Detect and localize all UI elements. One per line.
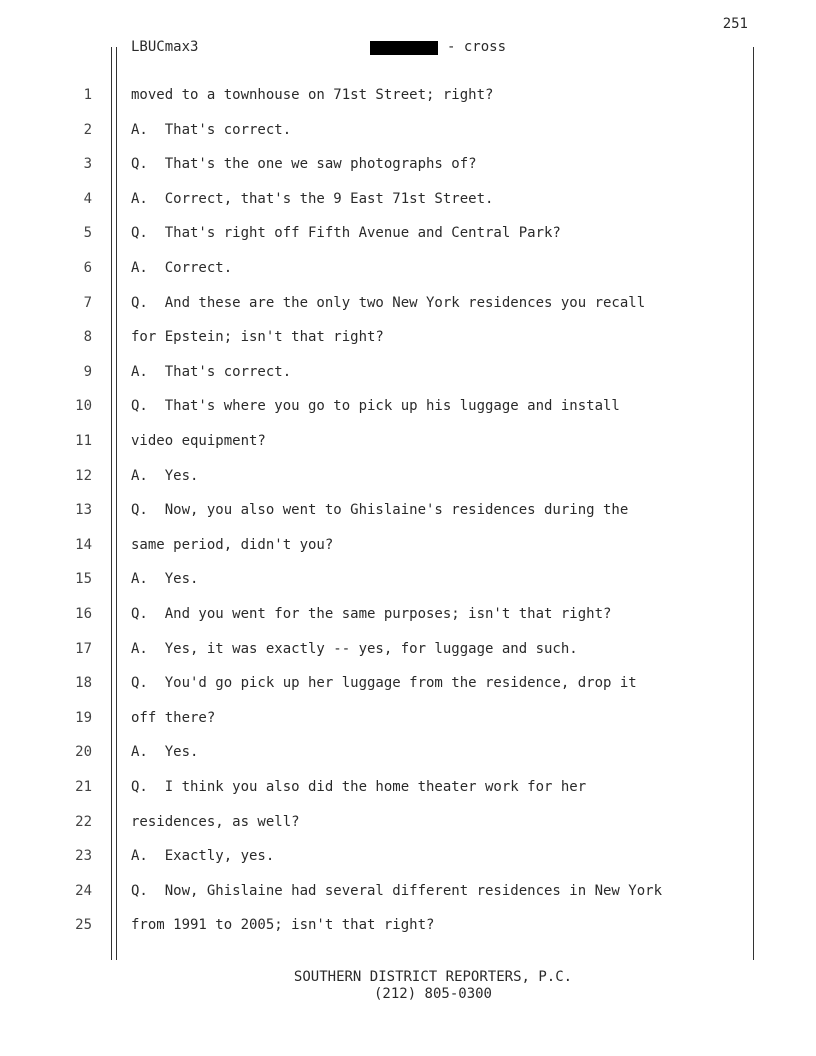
line-text: from 1991 to 2005; isn't that right? bbox=[131, 917, 435, 934]
header-case-code: LBUCmax3 bbox=[131, 39, 199, 55]
transcript-line bbox=[0, 362, 816, 382]
line-text: off there? bbox=[131, 709, 216, 726]
transcript-line bbox=[0, 223, 816, 243]
footer bbox=[0, 969, 816, 1003]
line-number: 19 bbox=[75, 709, 92, 726]
line-text: Q. Now, Ghislaine had several different residences in New York bbox=[131, 882, 663, 899]
line-text: A. That's correct. bbox=[131, 363, 292, 380]
line-number: 14 bbox=[75, 536, 92, 553]
line-text: A. Correct. bbox=[131, 260, 233, 276]
line-text: A. Yes. bbox=[131, 571, 199, 588]
transcript-line bbox=[0, 708, 816, 728]
page-number: 251 bbox=[722, 16, 748, 32]
line-number: 25 bbox=[75, 917, 92, 934]
line-number: 21 bbox=[75, 779, 92, 795]
line-text: A. Exactly, yes. bbox=[131, 848, 275, 865]
line-number: 1 bbox=[83, 87, 92, 103]
transcript-line bbox=[0, 569, 816, 589]
transcript-line bbox=[0, 293, 816, 313]
transcript-line bbox=[0, 154, 816, 174]
line-text: Q. And these are the only two New York residences you recall bbox=[131, 294, 646, 311]
line-number: 3 bbox=[83, 156, 92, 173]
header-examination-type: - cross bbox=[447, 39, 507, 55]
line-number: 20 bbox=[75, 744, 92, 761]
transcript-line bbox=[0, 120, 816, 140]
transcript-line bbox=[0, 535, 816, 555]
line-text: A. That's correct. bbox=[131, 121, 292, 138]
transcript-line bbox=[0, 881, 816, 901]
transcript-line bbox=[0, 915, 816, 935]
line-text: video equipment? bbox=[131, 433, 266, 449]
line-number: 5 bbox=[83, 225, 92, 242]
redaction-bar bbox=[370, 41, 438, 55]
line-text: Q. That's right off Fifth Avenue and Central Park? bbox=[131, 225, 561, 242]
transcript-line bbox=[0, 85, 816, 105]
line-number: 23 bbox=[75, 848, 92, 865]
transcript-line bbox=[0, 777, 816, 797]
line-number: 17 bbox=[75, 640, 92, 657]
transcript-line bbox=[0, 500, 816, 520]
line-text: Q. Now, you also went to Ghislaine's residences during the bbox=[131, 502, 629, 519]
line-text: Q. I think you also did the home theater work for her bbox=[131, 779, 587, 795]
line-text: same period, didn't you? bbox=[131, 536, 334, 553]
line-number: 12 bbox=[75, 467, 92, 484]
transcript-line bbox=[0, 327, 816, 347]
line-number: 10 bbox=[75, 398, 92, 415]
transcript-line bbox=[0, 466, 816, 486]
footer-phone: (212) 805-0300 bbox=[373, 986, 492, 1002]
line-text: A. Yes. bbox=[131, 467, 199, 484]
transcript-line bbox=[0, 846, 816, 866]
transcript-line bbox=[0, 639, 816, 659]
line-number: 11 bbox=[75, 433, 92, 449]
line-number: 9 bbox=[83, 363, 92, 380]
line-text: A. Correct, that's the 9 East 71st Street. bbox=[131, 190, 494, 207]
line-number: 22 bbox=[75, 813, 92, 830]
line-text: Q. That's where you go to pick up his luggage and install bbox=[131, 398, 620, 415]
transcript-line bbox=[0, 742, 816, 762]
line-number: 2 bbox=[83, 121, 92, 138]
line-text: Q. That's the one we saw photographs of? bbox=[131, 156, 477, 173]
line-text: for Epstein; isn't that right? bbox=[131, 329, 384, 346]
line-number: 6 bbox=[83, 260, 92, 276]
line-number: 16 bbox=[75, 606, 92, 622]
transcript-line bbox=[0, 258, 816, 278]
transcript-line bbox=[0, 673, 816, 693]
line-text: moved to a townhouse on 71st Street; right? bbox=[131, 87, 494, 103]
line-number: 24 bbox=[75, 882, 92, 899]
line-text: Q. You'd go pick up her luggage from the residence, drop it bbox=[131, 675, 637, 692]
line-number: 13 bbox=[75, 502, 92, 519]
transcript-line bbox=[0, 812, 816, 832]
footer-reporter-name: SOUTHERN DISTRICT REPORTERS, P.C. bbox=[293, 969, 573, 985]
transcript-line bbox=[0, 604, 816, 624]
line-number: 4 bbox=[83, 190, 92, 207]
line-number: 15 bbox=[75, 571, 92, 588]
line-number: 7 bbox=[83, 294, 92, 311]
line-text: residences, as well? bbox=[131, 813, 300, 830]
transcript-line bbox=[0, 396, 816, 416]
line-text: Q. And you went for the same purposes; isn't that right? bbox=[131, 606, 612, 622]
line-number: 18 bbox=[75, 675, 92, 692]
line-text: A. Yes. bbox=[131, 744, 199, 761]
line-text: A. Yes, it was exactly -- yes, for luggage and such. bbox=[131, 640, 578, 657]
line-number: 8 bbox=[83, 329, 92, 346]
transcript-line bbox=[0, 189, 816, 209]
transcript-line bbox=[0, 431, 816, 451]
